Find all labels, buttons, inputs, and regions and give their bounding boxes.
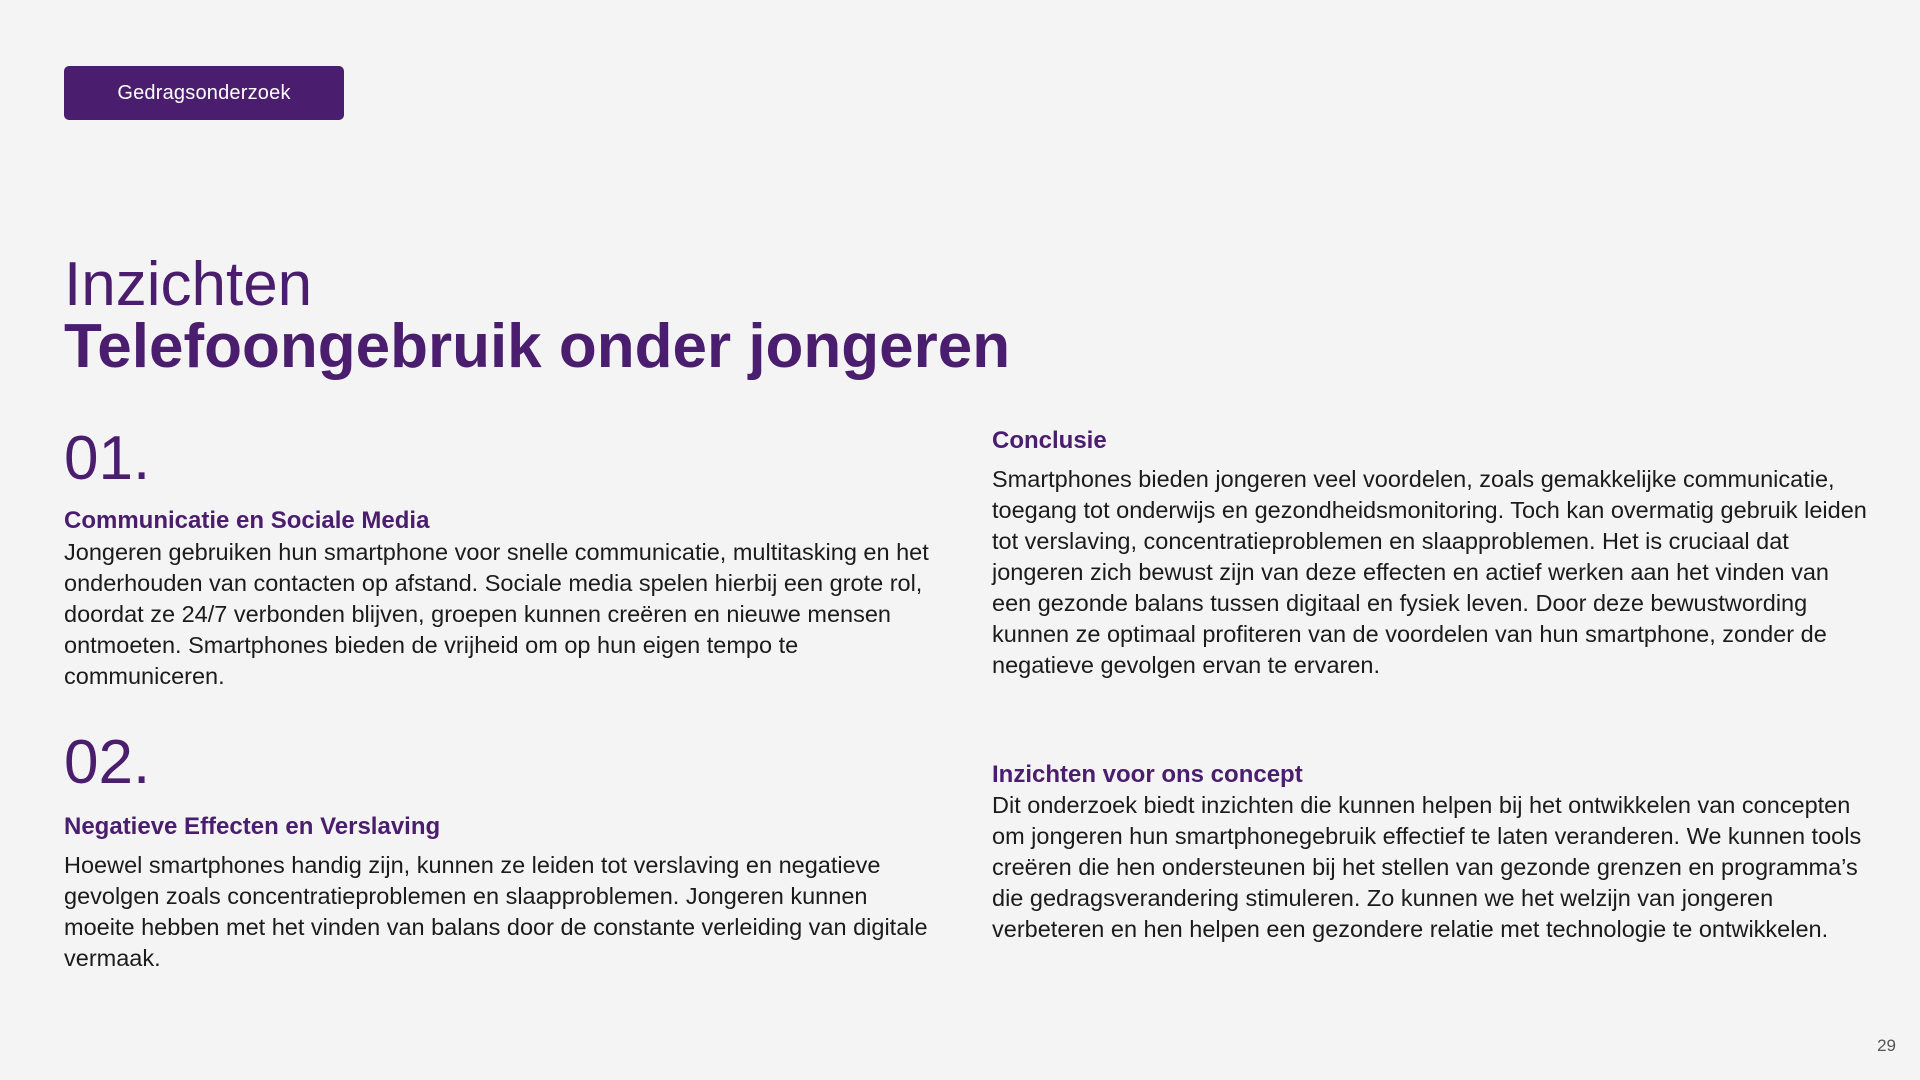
section-body-2: Hoewel smartphones handig zijn, kunnen ze leiden tot verslaving en negatieve gevolgen zoals concentratieproblemen en slaapproblemen. Jongeren kunnen moeite hebben met het vinden van balans door de constante verleiding van digitale vermaak. xyxy=(64,852,928,971)
page-title-bold: Telefoongebruik onder jongeren xyxy=(64,312,1011,381)
concept-body: Dit onderzoek biedt inzichten die kunnen helpen bij het ontwikkelen van concepten om jongeren hun smartphonegebruik effectief te laten veranderen. We kunnen tools creëren die hen ondersteunen bij het stellen van gezonde grenzen en programma’s die gedragsverandering stimuleren. Zo kunnen we het welzijn van jongeren verbeteren en hen helpen een gezondere relatie met technologie te ontwikkelen. xyxy=(992,792,1862,942)
category-tag: Gedragsonderzoek xyxy=(64,66,344,120)
conclusion-heading: Conclusie xyxy=(992,427,1107,454)
conclusion-body: Smartphones bieden jongeren veel voordelen, zoals gemakkelijke communicatie, toegang tot onderwijs en gezondheidsmonitoring. Toch kan overmatig gebruik leiden tot verslaving, concentratieproblemen en slaapproblemen. Het is cruciaal dat jongeren zich bewust zijn van deze effecten en actief werken aan het vinden van een gezonde balans tussen digitaal en fysiek leven. Door deze bewustwording kunnen ze optimaal profiteren van de voordelen van hun smartphone, zonder de negatieve gevolgen ervan te ervaren. xyxy=(992,466,1867,678)
section-body-1: Jongeren gebruiken hun smartphone voor snelle communicatie, multitasking en het onderhouden van contacten op afstand. Sociale media spelen hierbij een grote rol, doordat ze 24/7 verbonden blijven, groepen kunnen creëren en nieuwe mensen ontmoeten. Smartphones bieden de vrijheid om op hun eigen tempo te communiceren. xyxy=(64,539,929,689)
section-heading-2: Negatieve Effecten en Verslaving xyxy=(64,813,441,840)
page-title-light: Inzichten xyxy=(64,250,313,319)
concept-heading: Inzichten voor ons concept xyxy=(992,761,1303,788)
section-heading-1: Communicatie en Sociale Media xyxy=(64,507,430,534)
section-number-2: 02. xyxy=(64,728,151,797)
section-number-1: 01. xyxy=(64,424,151,493)
page-number: 29 xyxy=(1877,1036,1896,1055)
